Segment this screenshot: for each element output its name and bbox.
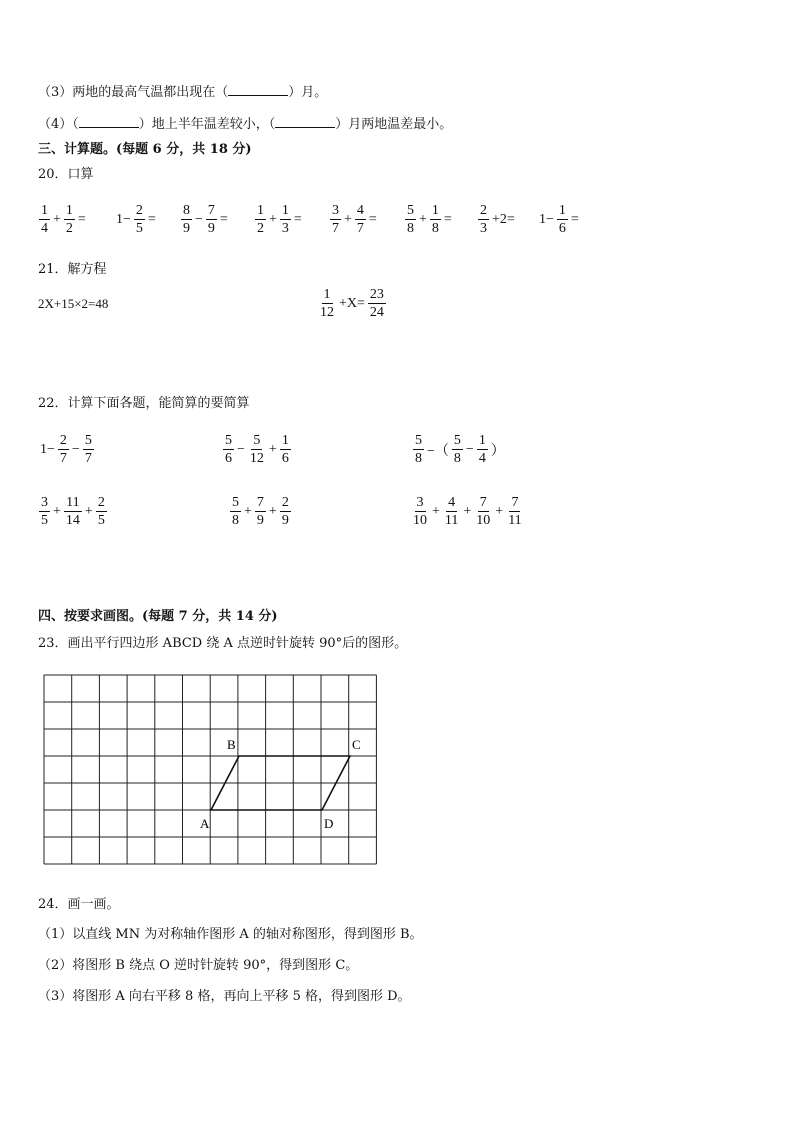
calc-item-4 xyxy=(38,494,108,529)
fraction xyxy=(413,432,424,467)
fraction xyxy=(280,432,291,467)
operator: + xyxy=(53,503,61,519)
operator: − xyxy=(237,441,245,457)
fraction xyxy=(355,202,366,237)
fraction xyxy=(83,432,94,467)
question-24-item-1: （1）以直线 MN 为对称轴作图形 A 的轴对称图形，得到图形 B。 xyxy=(38,927,423,942)
calc-item-2 xyxy=(222,432,292,467)
numerator: 1 xyxy=(478,433,486,448)
operator: 1− xyxy=(40,441,55,457)
denominator: 9 xyxy=(207,221,215,236)
fraction xyxy=(474,494,492,529)
numerator: 1 xyxy=(41,203,48,218)
numerator: 7 xyxy=(479,495,487,510)
operator: = xyxy=(219,211,228,227)
denominator: 8 xyxy=(415,451,422,466)
oral-calc-item-3 xyxy=(180,202,230,237)
operator: + xyxy=(53,211,61,227)
fraction xyxy=(405,202,416,237)
numerator: 1 xyxy=(257,203,264,218)
denominator: 5 xyxy=(41,513,48,528)
label-a: A xyxy=(200,816,210,831)
fraction xyxy=(96,494,107,529)
denominator: 3 xyxy=(281,221,289,236)
denominator: 10 xyxy=(476,513,491,528)
numerator: 4 xyxy=(356,203,364,218)
fraction xyxy=(64,202,75,237)
calc-item-5 xyxy=(229,494,292,529)
question-24-item-2: （2）将图形 B 绕点 O 逆时针旋转 90°，得到图形 C。 xyxy=(38,958,359,973)
denominator: 8 xyxy=(232,513,239,528)
numerator: 5 xyxy=(84,433,92,448)
denominator: 7 xyxy=(84,451,92,466)
denominator: 9 xyxy=(281,513,289,528)
denominator: 6 xyxy=(281,451,289,466)
numerator: 3 xyxy=(332,203,339,218)
oral-calc-item-1 xyxy=(38,202,88,237)
numerator: 11 xyxy=(66,495,80,510)
numerator: 5 xyxy=(415,433,422,448)
operator: = xyxy=(77,211,86,227)
denominator: 6 xyxy=(225,451,232,466)
operator: + xyxy=(84,503,93,519)
numerator: 1 xyxy=(558,203,566,218)
denominator: 8 xyxy=(407,221,414,236)
numerator: 1 xyxy=(65,203,73,218)
question-21-title: 21．解方程 xyxy=(38,262,107,277)
calc-item-3 xyxy=(412,432,507,467)
fraction xyxy=(557,202,568,237)
operator: + xyxy=(244,503,252,519)
denominator: 9 xyxy=(183,221,190,236)
denominator: 11 xyxy=(508,513,522,528)
numerator: 5 xyxy=(253,433,261,448)
fraction xyxy=(255,202,266,237)
denominator: 2 xyxy=(65,221,73,236)
fraction xyxy=(506,494,523,529)
denominator: 9 xyxy=(256,513,264,528)
operator: 1− xyxy=(539,211,554,227)
fraction xyxy=(411,494,429,529)
fraction xyxy=(477,432,488,467)
calc-item-6 xyxy=(410,494,525,529)
denominator: 12 xyxy=(249,451,264,466)
numerator: 5 xyxy=(225,433,232,448)
operator: = xyxy=(368,211,377,227)
numerator: 2 xyxy=(281,495,289,510)
denominator: 4 xyxy=(41,221,48,236)
operator: = xyxy=(147,211,156,227)
fraction xyxy=(58,432,69,467)
operator: −（ xyxy=(427,443,449,459)
numerator: 3 xyxy=(41,495,48,510)
answer-blank-q4-month[interactable] xyxy=(275,115,335,128)
fraction xyxy=(206,202,217,237)
operator: + xyxy=(268,503,277,519)
operator: − xyxy=(71,441,80,457)
question-22-title: 22．计算下面各题，能简算的要简算 xyxy=(38,396,250,411)
denominator: 8 xyxy=(431,221,439,236)
section-3-heading: 三、计算题。(每题 6 分，共 18 分) xyxy=(38,142,252,157)
operator: 1− xyxy=(116,211,131,227)
operator: + xyxy=(432,503,440,519)
question-3-text-before: （3）两地的最高气温都出现在（ xyxy=(38,85,229,100)
operator: + xyxy=(268,441,277,457)
question-24-title: 24．画一画。 xyxy=(38,897,120,912)
operator: = xyxy=(293,211,302,227)
denominator: 5 xyxy=(135,221,143,236)
fraction xyxy=(280,202,291,237)
numerator: 5 xyxy=(232,495,239,510)
numerator: 1 xyxy=(431,203,439,218)
denominator: 2 xyxy=(257,221,264,236)
numerator: 1 xyxy=(281,433,289,448)
fraction xyxy=(39,202,50,237)
oral-calc-item-7 xyxy=(477,202,517,237)
numerator: 7 xyxy=(256,495,264,510)
numerator: 1 xyxy=(323,287,331,302)
denominator: 5 xyxy=(97,513,105,528)
question-4-text-after: ）月两地温差最小。 xyxy=(335,117,453,132)
fraction xyxy=(318,286,336,321)
fraction xyxy=(223,432,234,467)
question-3-text-after: ）月。 xyxy=(288,85,328,100)
oral-calc-item-6 xyxy=(404,202,454,237)
denominator: 11 xyxy=(444,513,459,528)
equation-2 xyxy=(317,286,387,321)
answer-blank-q3[interactable] xyxy=(228,83,288,96)
numerator: 4 xyxy=(448,495,456,510)
question-4-text-before: （4）（ xyxy=(38,117,79,132)
question-20-title: 20．口算 xyxy=(38,167,94,182)
answer-blank-q4-place[interactable] xyxy=(79,115,139,128)
operator: = xyxy=(443,211,452,227)
denominator: 8 xyxy=(453,451,461,466)
numerator: 2 xyxy=(97,495,105,510)
denominator: 7 xyxy=(332,221,339,236)
numerator: 3 xyxy=(416,495,424,510)
numerator: 7 xyxy=(207,203,215,218)
operator: − xyxy=(465,441,474,457)
operator: +X= xyxy=(339,295,365,311)
denominator: 7 xyxy=(59,451,67,466)
fraction xyxy=(134,202,145,237)
fraction xyxy=(248,432,266,467)
question-4-line xyxy=(38,115,452,134)
numerator: 23 xyxy=(369,287,384,302)
oral-calc-item-5 xyxy=(329,202,379,237)
denominator: 6 xyxy=(558,221,566,236)
question-23-title: 23．画出平行四边形 ABCD 绕 A 点逆时针旋转 90°后的图形。 xyxy=(38,636,408,651)
numerator: 2 xyxy=(135,203,143,218)
operator: + xyxy=(463,503,472,519)
fraction xyxy=(280,494,291,529)
section-4-heading: 四、按要求画图。(每题 7 分，共 14 分) xyxy=(38,609,278,624)
oral-calc-item-8 xyxy=(537,202,581,237)
numerator: 2 xyxy=(480,203,487,218)
denominator: 4 xyxy=(478,451,486,466)
fraction xyxy=(443,494,460,529)
operator: + xyxy=(419,211,427,227)
numerator: 8 xyxy=(183,203,190,218)
fraction xyxy=(452,432,463,467)
calc-item-1 xyxy=(38,432,95,467)
operator: ） xyxy=(490,443,505,459)
fraction xyxy=(181,202,192,237)
question-4-text-middle: ）地上半年温差较小，（ xyxy=(138,117,276,132)
numerator: 1 xyxy=(281,203,289,218)
grid-figure xyxy=(40,672,385,872)
fraction xyxy=(478,202,489,237)
denominator: 24 xyxy=(369,305,384,320)
label-b: B xyxy=(227,737,236,752)
grid xyxy=(44,675,376,864)
label-c: C xyxy=(352,737,361,752)
operator: = xyxy=(570,211,579,227)
fraction xyxy=(255,494,266,529)
fraction xyxy=(330,202,341,237)
denominator: 3 xyxy=(480,221,487,236)
denominator: 14 xyxy=(65,513,80,528)
numerator: 5 xyxy=(453,433,461,448)
operator: + xyxy=(269,211,277,227)
fraction xyxy=(39,494,50,529)
fraction xyxy=(368,286,386,321)
label-d: D xyxy=(324,816,334,831)
operator: +2= xyxy=(492,211,515,227)
numerator: 5 xyxy=(407,203,414,218)
operator: − xyxy=(195,211,203,227)
fraction xyxy=(430,202,441,237)
equation-1: 2X+15×2=48 xyxy=(38,296,109,311)
oral-calc-item-2 xyxy=(114,202,158,237)
operator: + xyxy=(495,503,504,519)
numerator: 7 xyxy=(511,495,519,510)
denominator: 7 xyxy=(356,221,364,236)
denominator: 12 xyxy=(320,305,334,320)
operator: + xyxy=(344,211,352,227)
fraction xyxy=(64,494,82,529)
oral-calc-item-4 xyxy=(254,202,304,237)
question-24-item-3: （3）将图形 A 向右平移 8 格，再向上平移 5 格，得到图形 D。 xyxy=(38,989,411,1004)
denominator: 10 xyxy=(413,513,427,528)
numerator: 2 xyxy=(59,433,67,448)
question-3-line xyxy=(38,83,327,102)
fraction xyxy=(230,494,241,529)
